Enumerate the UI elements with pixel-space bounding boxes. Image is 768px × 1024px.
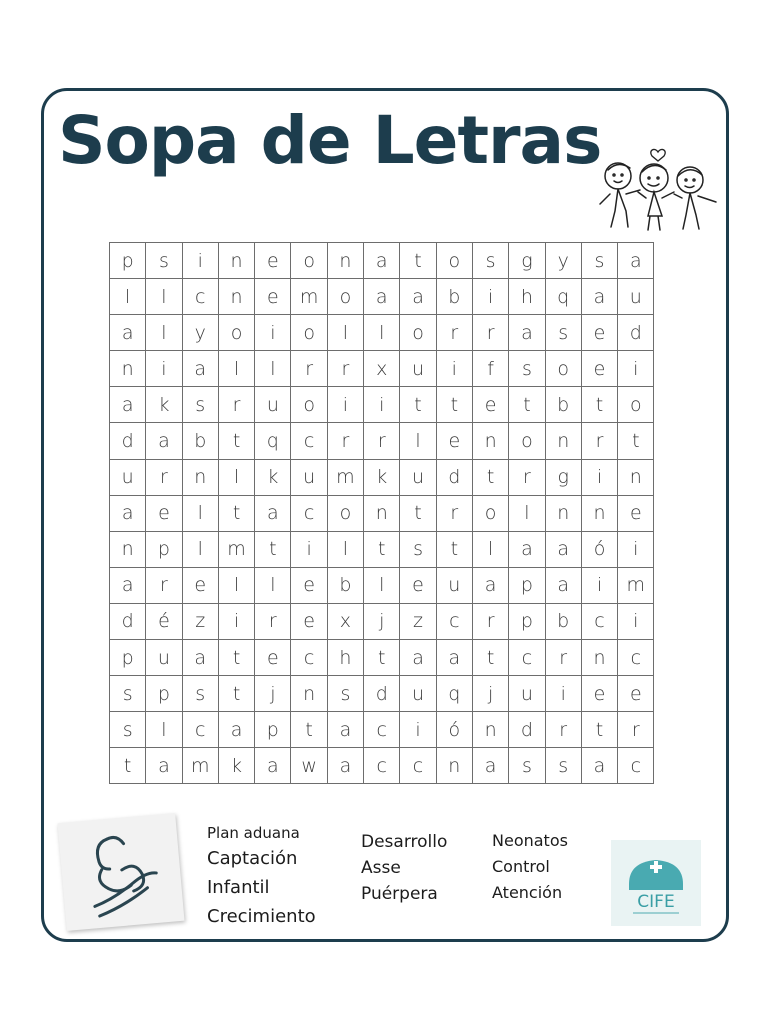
nurse-cap-icon <box>611 840 701 926</box>
grid-cell: l <box>146 315 182 351</box>
grid-cell: l <box>182 495 218 531</box>
grid-cell: i <box>400 712 436 748</box>
grid-cell: i <box>364 387 400 423</box>
grid-row <box>110 495 654 531</box>
grid-row <box>110 531 654 567</box>
grid-cell: r <box>581 423 617 459</box>
grid-cell: q <box>436 676 472 712</box>
grid-cell: o <box>472 495 508 531</box>
grid-cell: r <box>291 351 327 387</box>
grid-cell: e <box>618 676 654 712</box>
grid-cell: w <box>291 748 327 784</box>
grid-cell: t <box>472 459 508 495</box>
grid-cell: e <box>255 243 291 279</box>
grid-cell: e <box>291 603 327 639</box>
grid-row <box>110 387 654 423</box>
grid-cell: c <box>400 748 436 784</box>
word-list-column-2 <box>361 834 447 912</box>
grid-cell: u <box>400 676 436 712</box>
word-item: Desarrollo <box>361 832 448 852</box>
grid-cell: l <box>218 351 254 387</box>
grid-row <box>110 712 654 748</box>
grid-cell: a <box>327 712 363 748</box>
grid-cell: r <box>509 459 545 495</box>
grid-cell: e <box>472 387 508 423</box>
grid-cell: e <box>581 676 617 712</box>
grid-cell: i <box>581 459 617 495</box>
word-list-column-1 <box>207 826 316 926</box>
grid-cell: a <box>618 243 654 279</box>
grid-cell: i <box>182 243 218 279</box>
grid-cell: f <box>472 351 508 387</box>
grid-cell: a <box>218 712 254 748</box>
grid-cell: i <box>436 351 472 387</box>
grid-cell: i <box>618 351 654 387</box>
grid-cell: y <box>545 243 581 279</box>
grid-cell: u <box>110 459 146 495</box>
grid-cell: c <box>618 748 654 784</box>
grid-cell: e <box>255 640 291 676</box>
grid-cell: p <box>146 531 182 567</box>
grid-cell: o <box>509 423 545 459</box>
page-title: Sopa de Letras <box>58 102 602 179</box>
grid-cell: e <box>146 495 182 531</box>
grid-cell: c <box>291 423 327 459</box>
grid-cell: q <box>255 423 291 459</box>
grid-cell: x <box>364 351 400 387</box>
mother-baby-logo <box>58 813 185 931</box>
grid-cell: o <box>545 351 581 387</box>
grid-cell: r <box>436 495 472 531</box>
grid-cell: a <box>110 387 146 423</box>
grid-cell: d <box>110 423 146 459</box>
grid-cell: t <box>255 531 291 567</box>
grid-cell: i <box>472 279 508 315</box>
grid-cell: l <box>400 423 436 459</box>
grid-cell: i <box>291 531 327 567</box>
word-list-column-3 <box>492 833 568 911</box>
grid-cell: s <box>327 676 363 712</box>
grid-cell: c <box>581 603 617 639</box>
grid-cell: z <box>182 603 218 639</box>
word-item: Atención <box>492 883 563 902</box>
grid-cell: j <box>364 603 400 639</box>
grid-cell: a <box>509 531 545 567</box>
grid-cell: k <box>255 459 291 495</box>
grid-cell: i <box>545 676 581 712</box>
grid-cell: s <box>545 748 581 784</box>
word-item: Neonatos <box>492 831 568 850</box>
grid-cell: a <box>400 279 436 315</box>
grid-cell: r <box>364 423 400 459</box>
grid-row <box>110 603 654 639</box>
grid-cell: d <box>509 712 545 748</box>
grid-cell: s <box>509 351 545 387</box>
grid-cell: t <box>581 712 617 748</box>
grid-cell: n <box>218 279 254 315</box>
grid-cell: j <box>472 676 508 712</box>
grid-cell: o <box>218 315 254 351</box>
grid-cell: e <box>400 567 436 603</box>
grid-cell: u <box>146 640 182 676</box>
grid-cell: l <box>146 279 182 315</box>
word-item: Infantil <box>207 877 270 898</box>
grid-cell: m <box>291 279 327 315</box>
grid-cell: o <box>291 387 327 423</box>
grid-cell: m <box>218 531 254 567</box>
grid-cell: l <box>255 351 291 387</box>
grid-cell: e <box>255 279 291 315</box>
grid-cell: a <box>146 423 182 459</box>
grid-cell: u <box>509 676 545 712</box>
grid-cell: u <box>618 279 654 315</box>
grid-cell: a <box>110 495 146 531</box>
grid-cell: c <box>182 279 218 315</box>
grid-cell: i <box>618 531 654 567</box>
grid-cell: l <box>509 495 545 531</box>
grid-cell: l <box>182 531 218 567</box>
grid-cell: a <box>327 748 363 784</box>
grid-cell: r <box>472 315 508 351</box>
grid-cell: n <box>364 495 400 531</box>
grid-cell: l <box>218 459 254 495</box>
grid-cell: l <box>472 531 508 567</box>
grid-cell: b <box>545 387 581 423</box>
grid-cell: a <box>545 531 581 567</box>
grid-cell: r <box>255 603 291 639</box>
grid-cell: n <box>545 495 581 531</box>
word-item: Control <box>492 857 550 876</box>
grid-cell: n <box>110 531 146 567</box>
grid-cell: t <box>218 495 254 531</box>
grid-row <box>110 315 654 351</box>
grid-cell: d <box>110 603 146 639</box>
grid-cell: b <box>545 603 581 639</box>
word-item: Puérpera <box>361 884 438 904</box>
grid-cell: s <box>509 748 545 784</box>
grid-cell: y <box>182 315 218 351</box>
grid-cell: o <box>400 315 436 351</box>
grid-cell: k <box>146 387 182 423</box>
grid-cell: i <box>581 567 617 603</box>
grid-cell: l <box>146 712 182 748</box>
grid-cell: u <box>255 387 291 423</box>
grid-cell: t <box>436 387 472 423</box>
grid-cell: a <box>182 640 218 676</box>
grid-cell: a <box>255 495 291 531</box>
grid-cell: i <box>255 315 291 351</box>
grid-cell: m <box>182 748 218 784</box>
grid-cell: r <box>545 712 581 748</box>
grid-cell: n <box>436 748 472 784</box>
grid-cell: t <box>509 387 545 423</box>
grid-cell: r <box>327 423 363 459</box>
grid-cell: e <box>182 567 218 603</box>
grid-cell: a <box>146 748 182 784</box>
grid-cell: p <box>255 712 291 748</box>
grid-cell: ó <box>436 712 472 748</box>
grid-cell: n <box>581 495 617 531</box>
grid-cell: é <box>146 603 182 639</box>
grid-cell: e <box>291 567 327 603</box>
grid-cell: p <box>146 676 182 712</box>
grid-row <box>110 243 654 279</box>
cife-logo-text: CIFE <box>637 892 675 912</box>
grid-cell: t <box>218 640 254 676</box>
grid-cell: t <box>472 640 508 676</box>
grid-cell: c <box>291 640 327 676</box>
grid-cell: t <box>400 495 436 531</box>
grid-cell: t <box>436 531 472 567</box>
grid-cell: t <box>291 712 327 748</box>
grid-cell: c <box>509 640 545 676</box>
grid-cell: e <box>581 351 617 387</box>
grid-cell: c <box>182 712 218 748</box>
grid-cell: o <box>327 279 363 315</box>
grid-cell: b <box>182 423 218 459</box>
grid-cell: n <box>110 351 146 387</box>
grid-cell: s <box>182 676 218 712</box>
grid-row <box>110 640 654 676</box>
grid-cell: u <box>291 459 327 495</box>
grid-cell: l <box>110 279 146 315</box>
letter-grid <box>109 242 654 784</box>
grid-cell: l <box>327 315 363 351</box>
word-item: Crecimiento <box>207 906 316 927</box>
grid-cell: t <box>364 640 400 676</box>
grid-cell: s <box>110 676 146 712</box>
grid-cell: e <box>436 423 472 459</box>
grid-cell: a <box>182 351 218 387</box>
grid-row <box>110 459 654 495</box>
grid-cell: a <box>472 567 508 603</box>
grid-cell: j <box>255 676 291 712</box>
grid-cell: m <box>618 567 654 603</box>
grid-cell: b <box>436 279 472 315</box>
cife-logo <box>611 840 701 926</box>
grid-cell: n <box>472 423 508 459</box>
word-item: Plan aduana <box>207 824 300 842</box>
grid-cell: t <box>218 676 254 712</box>
grid-cell: t <box>400 243 436 279</box>
grid-cell: c <box>291 495 327 531</box>
grid-cell: a <box>110 567 146 603</box>
grid-row <box>110 676 654 712</box>
grid-cell: c <box>364 748 400 784</box>
grid-cell: t <box>400 387 436 423</box>
grid-cell: o <box>436 243 472 279</box>
children-illustration <box>596 138 726 238</box>
grid-cell: h <box>327 640 363 676</box>
grid-row <box>110 423 654 459</box>
grid-cell: r <box>146 459 182 495</box>
grid-cell: o <box>291 243 327 279</box>
grid-cell: r <box>545 640 581 676</box>
grid-cell: b <box>327 567 363 603</box>
grid-cell: a <box>581 279 617 315</box>
grid-cell: t <box>618 423 654 459</box>
grid-cell: n <box>182 459 218 495</box>
grid-cell: a <box>509 315 545 351</box>
grid-cell: h <box>509 279 545 315</box>
grid-cell: s <box>545 315 581 351</box>
grid-cell: n <box>545 423 581 459</box>
grid-row <box>110 567 654 603</box>
grid-cell: l <box>218 567 254 603</box>
grid-cell: e <box>618 495 654 531</box>
word-item: Asse <box>361 858 401 878</box>
grid-cell: q <box>545 279 581 315</box>
grid-cell: l <box>327 531 363 567</box>
grid-cell: a <box>364 279 400 315</box>
grid-cell: a <box>364 243 400 279</box>
grid-cell: o <box>291 315 327 351</box>
grid-cell: d <box>364 676 400 712</box>
grid-cell: a <box>110 315 146 351</box>
grid-cell: g <box>545 459 581 495</box>
grid-cell: s <box>472 243 508 279</box>
grid-cell: l <box>364 567 400 603</box>
grid-cell: o <box>618 387 654 423</box>
grid-cell: n <box>472 712 508 748</box>
grid-cell: p <box>509 603 545 639</box>
grid-cell: s <box>400 531 436 567</box>
grid-cell: l <box>364 315 400 351</box>
grid-cell: s <box>110 712 146 748</box>
grid-cell: p <box>509 567 545 603</box>
grid-cell: n <box>218 243 254 279</box>
grid-cell: c <box>364 712 400 748</box>
grid-cell: a <box>436 640 472 676</box>
grid-cell: t <box>218 423 254 459</box>
grid-cell: s <box>146 243 182 279</box>
grid-cell: a <box>472 748 508 784</box>
grid-cell: t <box>364 531 400 567</box>
grid-cell: n <box>581 640 617 676</box>
grid-cell: ó <box>581 531 617 567</box>
grid-cell: e <box>581 315 617 351</box>
grid-cell: t <box>581 387 617 423</box>
grid-row <box>110 279 654 315</box>
grid-cell: u <box>400 351 436 387</box>
grid-cell: z <box>400 603 436 639</box>
grid-cell: a <box>581 748 617 784</box>
grid-cell: r <box>618 712 654 748</box>
word-item: Captación <box>207 848 298 869</box>
grid-cell: d <box>618 315 654 351</box>
grid-row <box>110 351 654 387</box>
grid-cell: a <box>545 567 581 603</box>
grid-cell: k <box>364 459 400 495</box>
grid-cell: g <box>509 243 545 279</box>
grid-cell: r <box>218 387 254 423</box>
grid-cell: m <box>327 459 363 495</box>
grid-cell: p <box>110 640 146 676</box>
grid-cell: o <box>327 495 363 531</box>
grid-cell: a <box>255 748 291 784</box>
grid-cell: i <box>146 351 182 387</box>
grid-cell: p <box>110 243 146 279</box>
grid-cell: n <box>327 243 363 279</box>
grid-cell: c <box>618 640 654 676</box>
grid-cell: i <box>218 603 254 639</box>
grid-cell: x <box>327 603 363 639</box>
grid-cell: i <box>327 387 363 423</box>
grid-cell: s <box>182 387 218 423</box>
grid-cell: s <box>581 243 617 279</box>
grid-cell: i <box>618 603 654 639</box>
grid-cell: u <box>400 459 436 495</box>
grid-cell: u <box>436 567 472 603</box>
grid-cell: r <box>146 567 182 603</box>
grid-cell: d <box>436 459 472 495</box>
grid-cell: n <box>291 676 327 712</box>
grid-cell: r <box>327 351 363 387</box>
grid-row <box>110 748 654 784</box>
grid-cell: k <box>218 748 254 784</box>
grid-cell: r <box>472 603 508 639</box>
grid-cell: a <box>400 640 436 676</box>
grid-cell: t <box>110 748 146 784</box>
grid-cell: n <box>618 459 654 495</box>
grid-cell: r <box>436 315 472 351</box>
grid-cell: c <box>436 603 472 639</box>
grid-cell: l <box>255 567 291 603</box>
